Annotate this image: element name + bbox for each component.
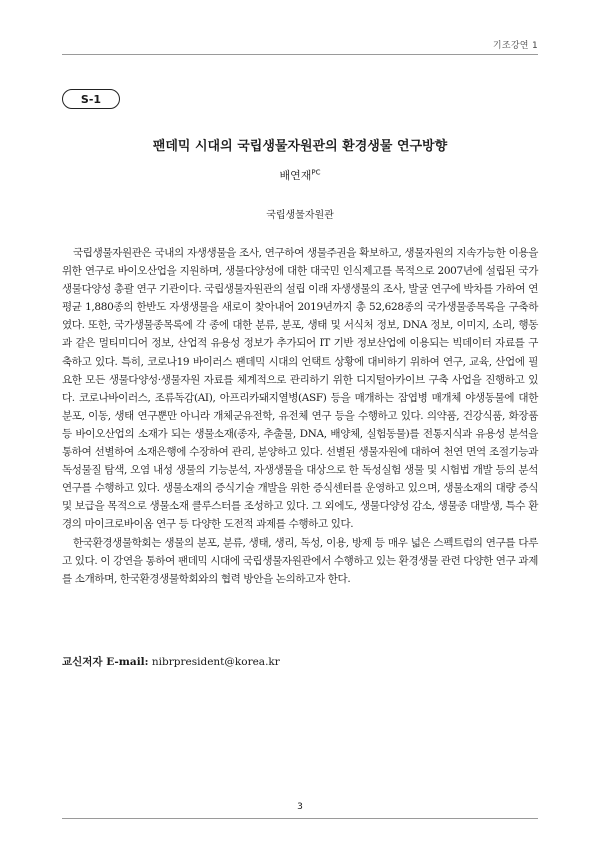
corresponding-email	[62, 654, 280, 669]
paragraph-1: 국립생물자원관은 국내의 자생생물을 조사, 연구하여 생물주권을 확보하고, 생물자원의 지속가능한 이용을 위한 연구로 바이오산업을 지원하며, 생물다양성에 대한 대국민 인식제고를 목적으로 2007년에 설립된 국가 생물다양성 총괄 연구 기관이다. 국립생물자원관의 설립 이래 자생생물의 조사, 발굴 연구에 박차를 가하여 연 평균 1,880종의 한반도 자생생물을 새로이 찾아내어 2019년까지 총 52,628종의 국가생물종목록을 구축하였다. 또한, 국가생물종목록에 각 종에 대한 분류, 분포, 생태 및 서식처 정보, DNA 정보, 이미지, 소리, 행동과 같은 멀티미디어 정보, 산업적 유용성 정보가 추가되어 IT 기반 정보산업에 이용되는 빅데이터 자료를 구축하고 있다. 특히, 코로나19 바이러스 팬데믹 시대의 언택트 상황에 대비하기 위하여 연구, 교육, 산업에 필요한 모든 생물다양성·생물자원 자료를 체계적으로 관리하기 위한 디지털아카이브 구축 사업을 진행하고 있다. 코로나바이러스, 조류독감(AI), 아프리카돼지열병(ASF) 등을 매개하는 잠엽병 매개체 야생동물에 대한 분포, 이동, 생태 연구뿐만 아니라 개체군유전학, 유전체 연구 등을 수행하고 있다. 의약품, 건강식품, 화장품 등 바이오산업의 소재가 되는 생물소재(종자, 추출물, DNA, 배양체, 실험동물)를 전통지식과 유용성 분석을 통하여 선별하여 소재은행에 수장하여 관리, 분양하고 있다. 선별된 생물자원에 대하여 천연 면역 조절기능과 독성물질 탐색, 오염 내성 생물의 기능분석, 자생생물을 대상으로 한 독성실험 생물 및 시험법 개발 등의 분석 연구를 수행하고 있다. 생물소재의 증식기술 개발을 위한 증식센터를 운영하고 있으며, 생물소재의 대량 증식 및 보급을 목적으로 생물소재 클루스터를 조성하고 있다. 그 외에도, 생물다양성 감소, 생물종 대발생, 특수 환경의 마이크로바이옴 연구 등 다양한 도전적 과제를 수행하고 있다.	[62, 247, 538, 531]
footer-divider	[62, 818, 538, 819]
author-name: 배연재	[279, 169, 312, 182]
contact-label: 교신저자 E-mail:	[62, 656, 149, 668]
affiliation: 국립생물자원관	[266, 210, 334, 221]
session-badge: S-1	[62, 89, 120, 109]
author-superscript: PC	[311, 168, 321, 177]
page-number: 3	[297, 802, 303, 812]
section-label: 기조강연 1	[492, 41, 538, 51]
page-title: 팬데믹 시대의 국립생물자원관의 환경생물 연구방향	[152, 139, 448, 154]
abstract-body	[62, 244, 538, 588]
author-line	[62, 167, 538, 183]
contact-email[interactable]: nibrpresident@korea.kr	[151, 656, 280, 668]
header-divider	[62, 54, 538, 55]
paragraph-2: 한국환경생물학회는 생물의 분포, 분류, 생태, 생리, 독성, 이용, 방제 등 매우 넓은 스펙트럼의 연구를 다루고 있다. 이 강연을 통하여 팬데믹 시대에 국립생물자원관에서 수행하고 있는 환경생물 관련 다양한 연구 과제를 소개하며, 한국환경생물학회와의 협력 방안을 논의하고자 한다.	[62, 536, 538, 585]
